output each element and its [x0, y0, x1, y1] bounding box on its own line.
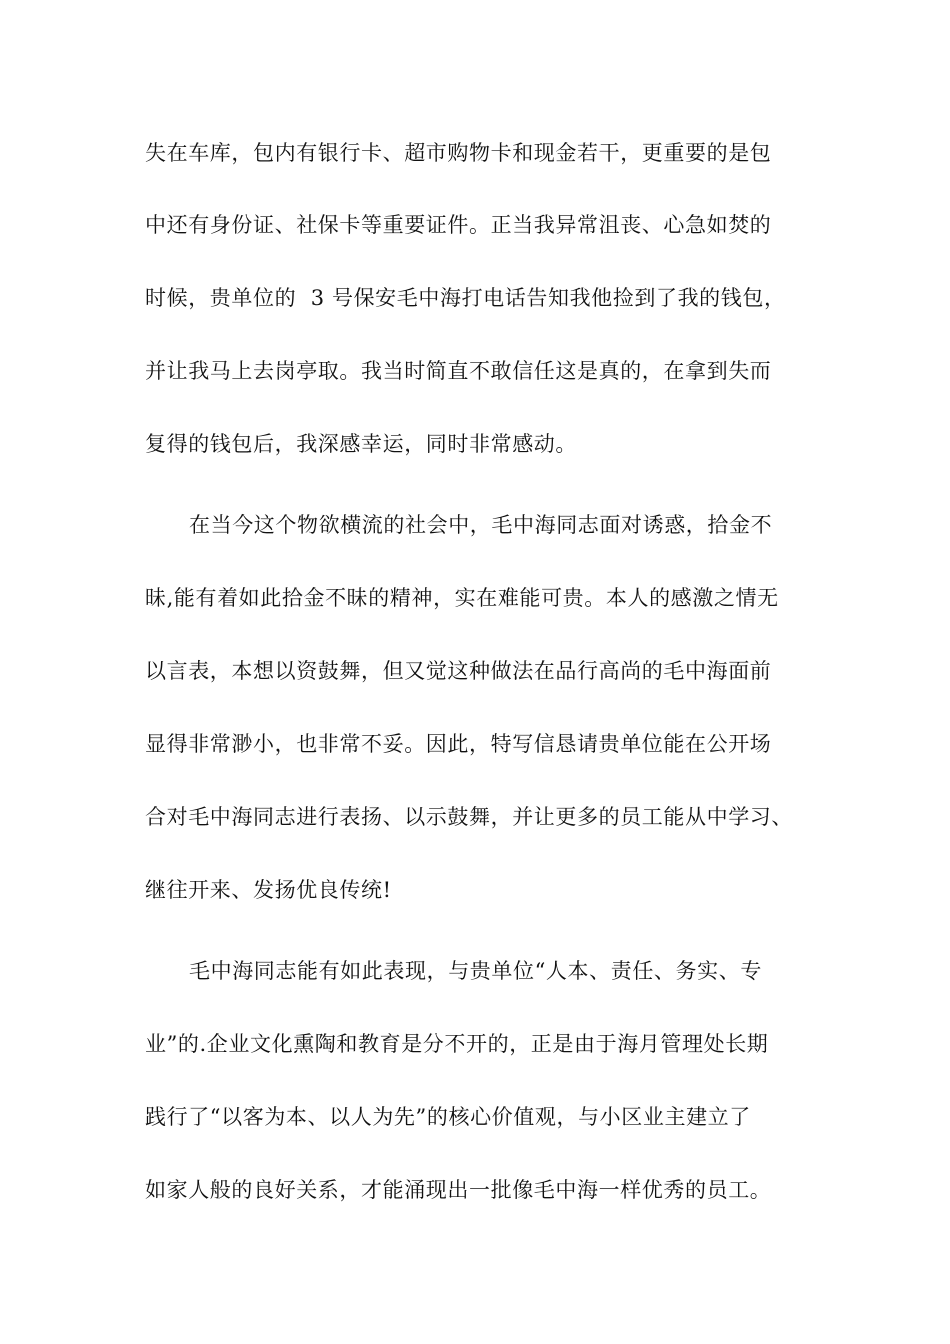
- text-line: 并让我马上去岗亭取。我当时简直不敢信任这是真的，在拿到失而: [145, 359, 772, 383]
- text-line: 继往开来、发扬优良传统!: [145, 878, 392, 902]
- paragraph-first-line: 在当今这个物欲横流的社会中，毛中海同志面对诱惑，拾金不: [189, 513, 773, 537]
- text-line: 时候，贵单位的 3 号保安毛中海打电话告知我他捡到了我的钱包，: [145, 286, 786, 310]
- text-line: 失在车库，包内有银行卡、超市购物卡和现金若干，更重要的是包: [145, 141, 772, 165]
- text-line: 践行了“以客为本、以人为先”的核心价值观，与小区业主建立了: [145, 1105, 751, 1129]
- paragraph-first-line: 毛中海同志能有如此表现，与贵单位“人本、责任、务实、专: [189, 959, 762, 983]
- text-line: 业”的.企业文化熏陶和教育是分不开的，正是由于海月管理处长期: [145, 1032, 769, 1056]
- text-line: 以言表，本想以资鼓舞，但又觉这种做法在品行高尚的毛中海面前: [145, 659, 772, 683]
- text-line: 中还有身份证、社保卡等重要证件。正当我异常沮丧、心急如焚的: [145, 213, 772, 237]
- text-line: 昧,能有着如此拾金不昧的精神，实在难能可贵。本人的感激之情无: [145, 586, 779, 610]
- text-line: 显得非常渺小，也非常不妥。因此，特写信恳请贵单位能在公开场: [145, 732, 772, 756]
- text-line: 合对毛中海同志进行表扬、以示鼓舞，并让更多的员工能从中学习、: [145, 805, 793, 829]
- text-line: 复得的钱包后，我深感幸运，同时非常感动。: [145, 432, 577, 456]
- text-line: 如家人般的良好关系，才能涌现出一批像毛中海一样优秀的员工。: [145, 1178, 772, 1202]
